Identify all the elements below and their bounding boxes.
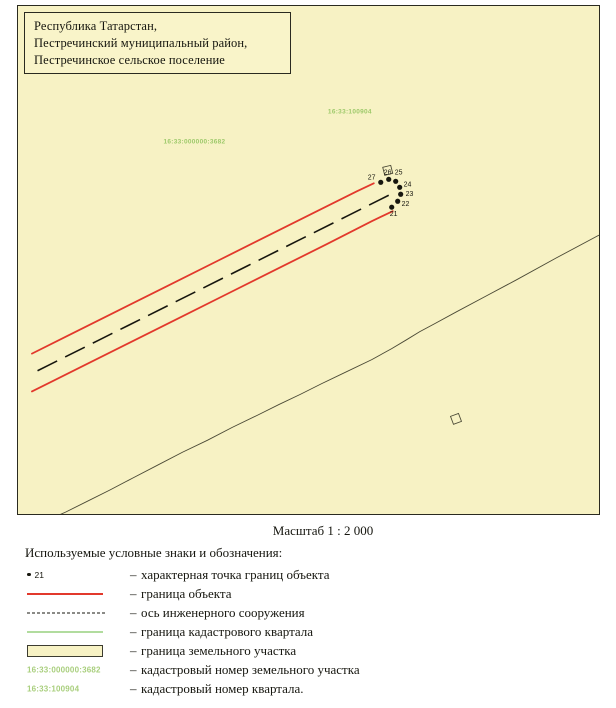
legend-row-engineering-axis [25, 603, 605, 622]
cadastral-number-quarter-sample: 16:33:100904 [27, 684, 80, 693]
legend-point-number: 21 [34, 569, 44, 580]
characteristic-point-21 [389, 205, 394, 210]
point-label-23: 23 [405, 191, 414, 199]
legend-dash-4: – [130, 642, 137, 658]
scale-label: Масштаб 1 : 2 000 [272, 523, 374, 538]
object-boundary-lower [32, 211, 393, 391]
red-line-icon [27, 593, 103, 595]
characteristic-points-group [378, 177, 403, 210]
title-line-district: Пестречинский муниципальный район, [34, 36, 248, 50]
land-parcel-southeast [451, 413, 462, 424]
legend-text-quarter-cadastral-number: кадастровый номер квартала. [141, 680, 304, 696]
legend-symbol-black-dashed-line [25, 603, 130, 622]
legend-row-quarter-boundary [25, 622, 605, 641]
legend-symbol-cadastral-number-parcel [25, 660, 130, 679]
legend-text-parcel-cadastral-number: кадастровый номер земельного участка [141, 661, 360, 677]
legend-text-parcel-boundary: граница земельного участка [141, 642, 297, 658]
point-label-22: 22 [401, 201, 410, 209]
scale-label-row [0, 523, 616, 539]
point-label-21: 21 [389, 211, 398, 219]
quarter-boundary-line [48, 235, 599, 514]
legend-symbol-red-solid-line [25, 584, 130, 603]
point-marker-sample [27, 570, 44, 580]
characteristic-point-22 [395, 199, 400, 204]
legend-heading: Используемые условные знаки и обозначения: [25, 545, 283, 560]
legend-dash-3: – [130, 623, 137, 639]
legend-text-object-boundary: граница объекта [141, 585, 232, 601]
object-boundary-upper [32, 183, 374, 353]
parcel-box-icon [27, 645, 103, 657]
legend-dash-1: – [130, 585, 137, 601]
point-label-25: 25 [394, 169, 403, 177]
legend-row-quarter-cadastral-number [25, 679, 605, 698]
legend-dash-2: – [130, 604, 137, 620]
legend-symbol-point-marker [25, 565, 130, 584]
point-label-24: 24 [403, 181, 412, 189]
legend-dash-5: – [130, 661, 137, 677]
map-parcel-number-label: 16:33:000000:3682 [163, 138, 226, 146]
green-line-icon [27, 631, 103, 632]
characteristic-point-24 [397, 185, 402, 190]
legend-symbol-green-solid-line [25, 622, 130, 641]
map-title-box [24, 12, 291, 74]
legend-symbol-cadastral-number-quarter [25, 679, 130, 698]
title-line-region: Республика Татарстан, [34, 19, 158, 33]
characteristic-point-26 [386, 177, 391, 182]
legend-text-characteristic-point: характерная точка границ объекта [141, 566, 330, 582]
map-canvas [18, 6, 599, 514]
legend-row-object-boundary [25, 584, 605, 603]
map-frame [17, 5, 600, 515]
legend-text-quarter-boundary: граница кадастрового квартала [141, 623, 314, 639]
title-line-settlement: Пестречинское сельское поселение [34, 53, 225, 67]
characteristic-point-25 [393, 179, 398, 184]
characteristic-point-27 [378, 180, 383, 185]
point-label-27: 27 [367, 174, 376, 182]
legend-text-engineering-axis: ось инженерного сооружения [141, 604, 305, 620]
dashed-line-icon [27, 612, 105, 613]
legend-dash-6: – [130, 680, 137, 696]
characteristic-point-23 [398, 192, 403, 197]
legend-row-parcel-cadastral-number [25, 660, 605, 679]
legend [25, 545, 605, 698]
engineering-axis-line [32, 195, 389, 373]
legend-row-characteristic-point [25, 565, 605, 584]
legend-row-parcel-boundary [25, 641, 605, 660]
legend-symbol-parcel-box [25, 641, 130, 660]
point-dot-icon [27, 573, 31, 577]
map-quarter-number-label: 16:33:100904 [327, 108, 372, 116]
cadastral-number-parcel-sample: 16:33:000000:3682 [27, 665, 101, 674]
legend-dash-0: – [130, 566, 137, 582]
point-label-26: 26 [383, 169, 392, 177]
